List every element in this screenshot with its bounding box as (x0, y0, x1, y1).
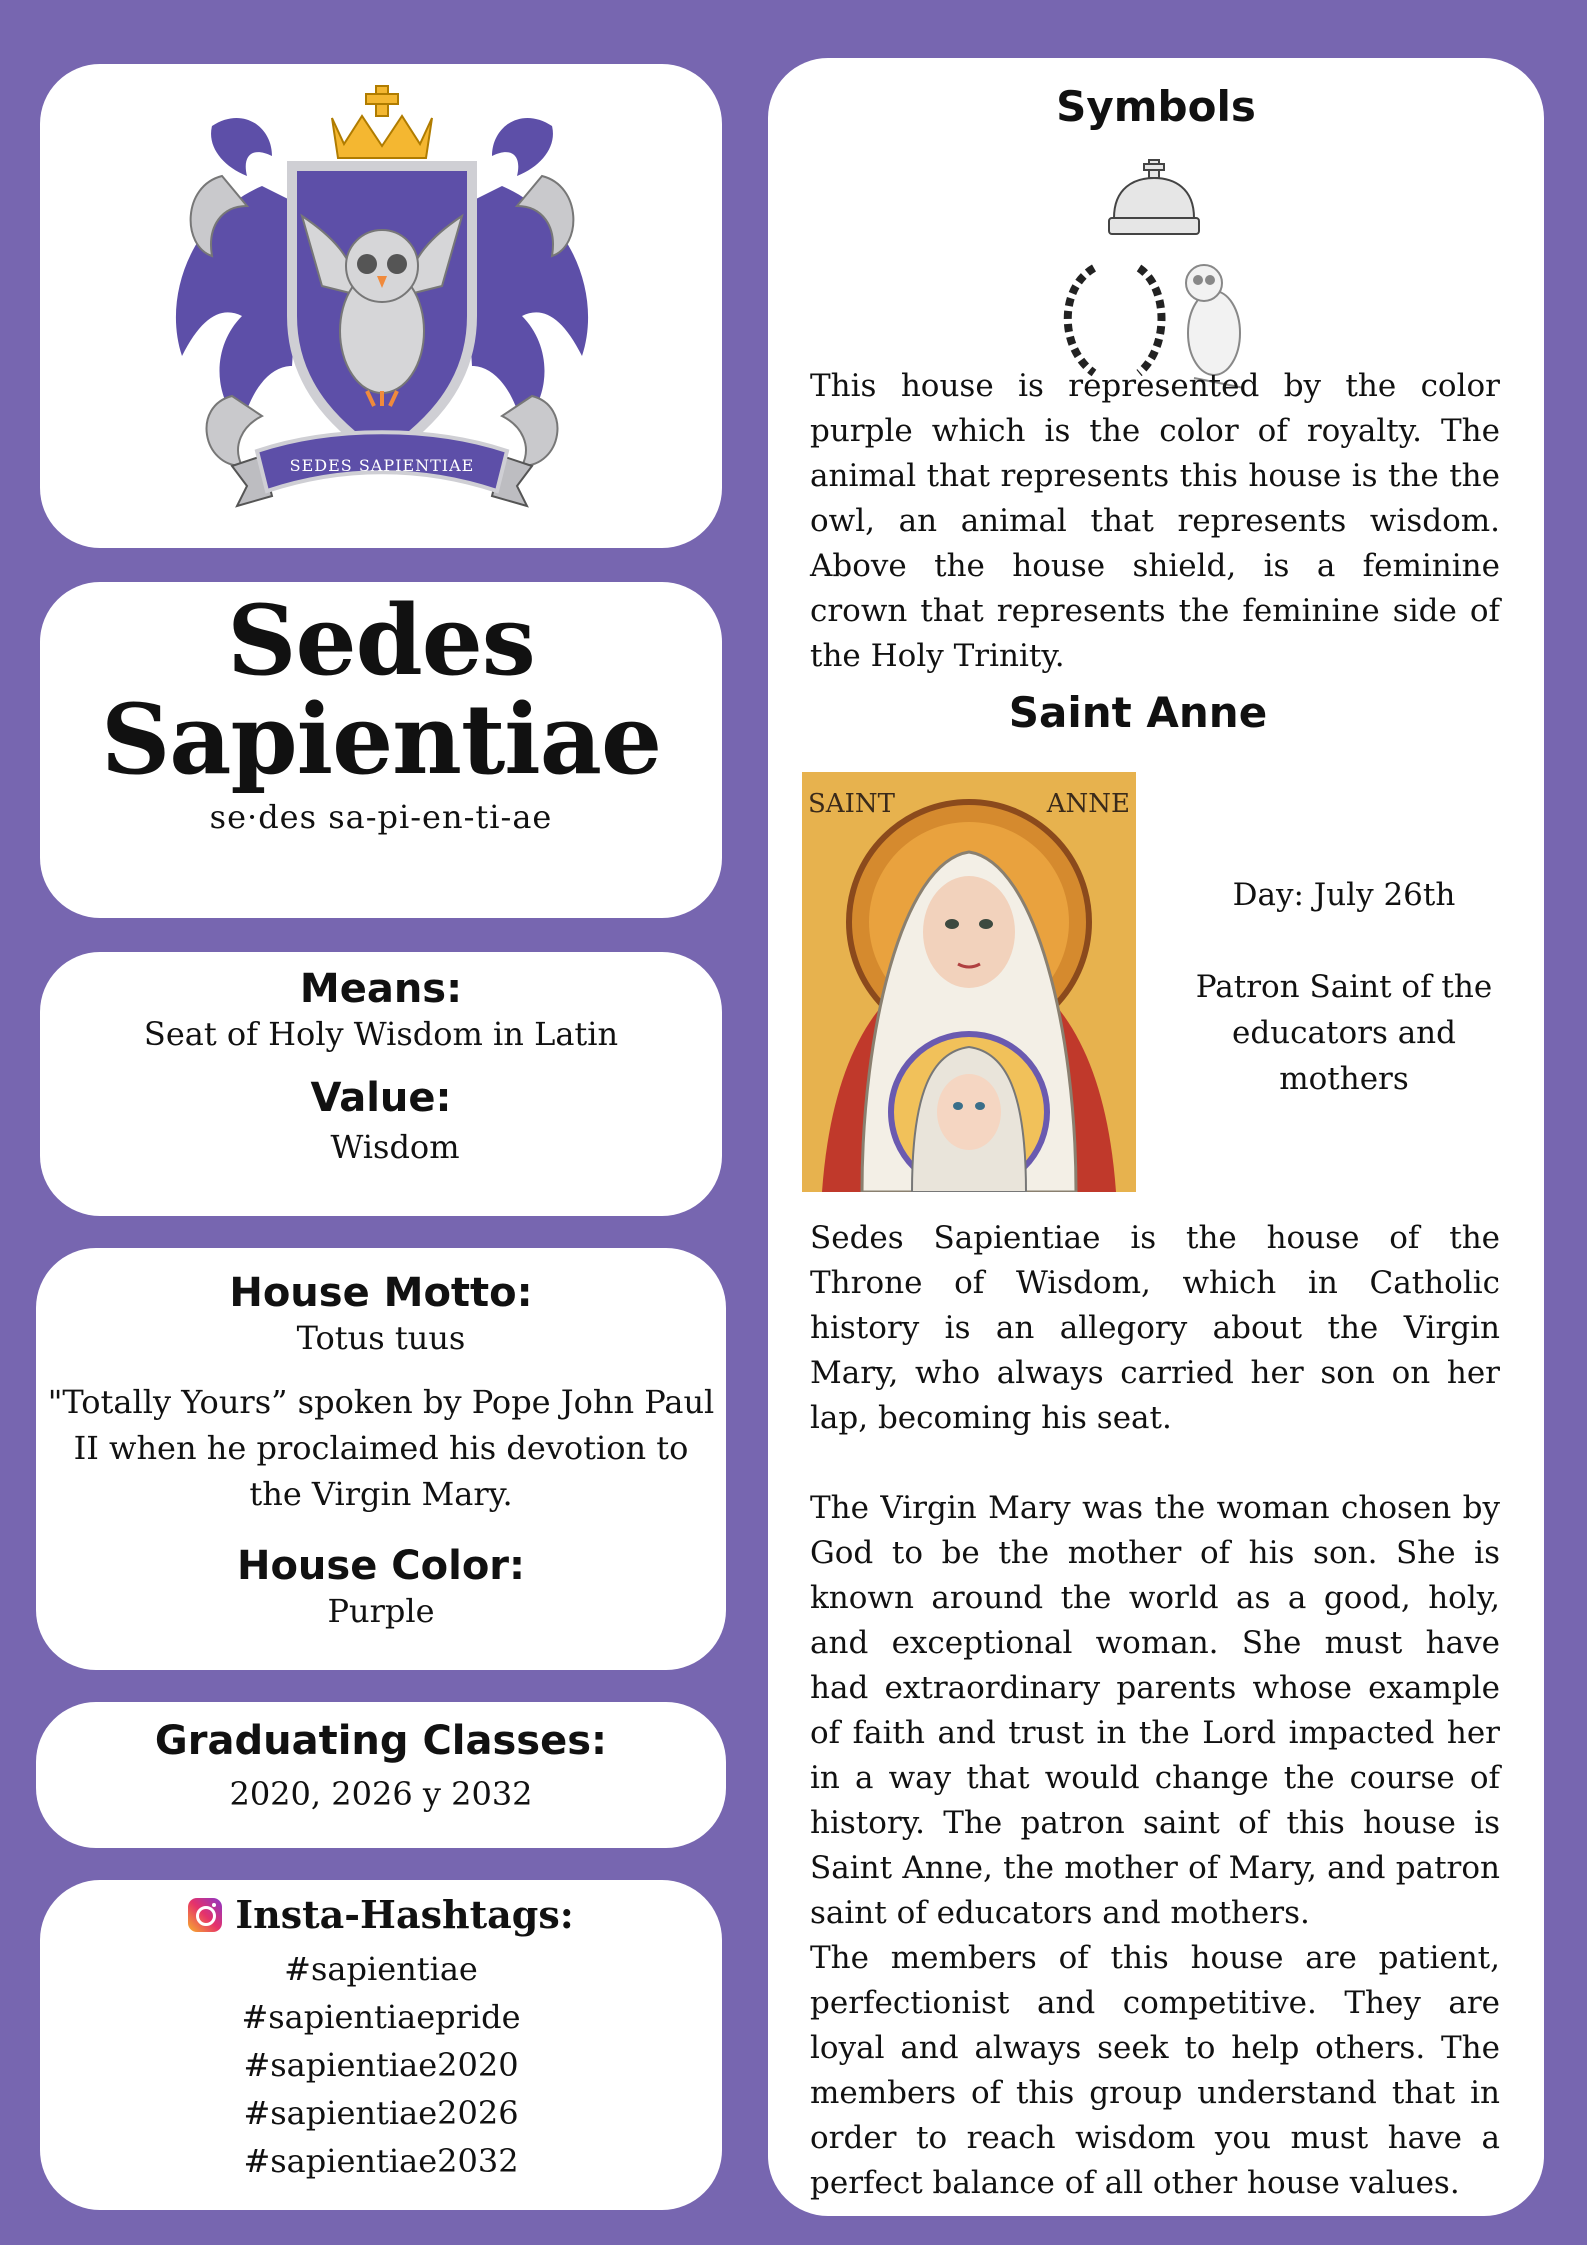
symbols-title: Symbols (1056, 82, 1256, 131)
means-label: Means: (299, 966, 463, 1012)
members-text: The members of this house are patient, perfectionist and competitive. They are loyal and always seek to help others. The members of this group understand that in order to reach wisdom you must have a perfect balance of all other house values. (810, 1940, 1500, 2201)
house-history-text: Sedes Sapientiae is the house of the Throne of Wisdom, which in Catholic history is an allegory about the Virgin Mary, who always carried her son on her lap, becoming his seat. (810, 1220, 1500, 1436)
hashtag-item: #sapientiae (284, 1950, 478, 1988)
hashtags-card (40, 1880, 722, 2210)
instagram-icon (188, 1898, 222, 1932)
crest-banner (232, 432, 532, 506)
hashtag-item: #sapientiae2020 (243, 2046, 519, 2084)
motto-quote: "Totally Yours” spoken by Pope John Paul II when he proclaimed his devotion to the Virgin Mary. (47, 1382, 715, 1513)
right-info-card (768, 58, 1544, 2216)
value-text: Wisdom (330, 1127, 460, 1166)
means-text: Seat of Holy Wisdom in Latin (143, 1015, 619, 1053)
saint-title: Saint Anne (1008, 688, 1268, 737)
saint-anne-image (802, 772, 1136, 1192)
pronunciation: se·des sa-pi-en-ti-ae (209, 797, 553, 836)
hashtags-label: Insta-Hashtags: (235, 1892, 574, 1937)
hashtag-item: #sapientiaepride (241, 1998, 521, 2036)
motto-text: Totus tuus (296, 1319, 466, 1357)
house-name-line2: Sapientiae (100, 682, 662, 796)
icon-label-right: ANNE (1046, 789, 1130, 819)
crest-card (40, 64, 722, 548)
patron-text: Patron Saint of the educators and mothers (1195, 969, 1493, 1097)
hashtag-item: #sapientiae2032 (243, 2142, 519, 2180)
hashtag-list (40, 1945, 722, 2185)
left-foliage (176, 118, 302, 426)
classes-card (36, 1702, 726, 1848)
value-label: Value: (310, 1074, 452, 1121)
symbols-text: This house is represented by the color purple which is the color of royalty. The animal that represents this house is the the owl, an animal that represents wisdom. Above the house shield, is a feminine crown that represents the feminine side of the Holy Trinity. (810, 368, 1500, 674)
house-color-label: House Color: (236, 1542, 526, 1589)
virgin-mary-text: The Virgin Mary was the woman chosen by God to be the mother of his son. She is known around the world as a good, holy, and exceptional woman. She must have had extraordinary parents whose example of faith and trust in the Lord impacted her in a way that would change the course of history. The patron saint of this house is Saint Anne, the mother of Mary, and patron saint of educators and mothers. (810, 1490, 1500, 1931)
motto-label: House Motto: (229, 1270, 533, 1316)
house-color-value: Purple (327, 1591, 435, 1630)
classes-label: Graduating Classes: (154, 1718, 608, 1764)
feast-day: Day: July 26th (1232, 877, 1456, 913)
classes-years: 2020, 2026 y 2032 (229, 1775, 533, 1813)
house-crest-logo (152, 66, 612, 536)
icon-label-left: SAINT (808, 789, 895, 819)
motto-card (36, 1248, 726, 1670)
house-name-line1: Sedes (227, 584, 535, 697)
laurel-wreath-icon (1068, 268, 1162, 373)
title-card (40, 582, 722, 918)
crown-icon (332, 86, 432, 158)
crest-banner-text: SEDES SAPIENTIAE (289, 456, 475, 475)
right-foliage (462, 118, 588, 426)
hashtag-item: #sapientiae2026 (243, 2094, 519, 2132)
means-card (40, 952, 722, 1216)
crown-symbol-icon (1109, 160, 1199, 234)
